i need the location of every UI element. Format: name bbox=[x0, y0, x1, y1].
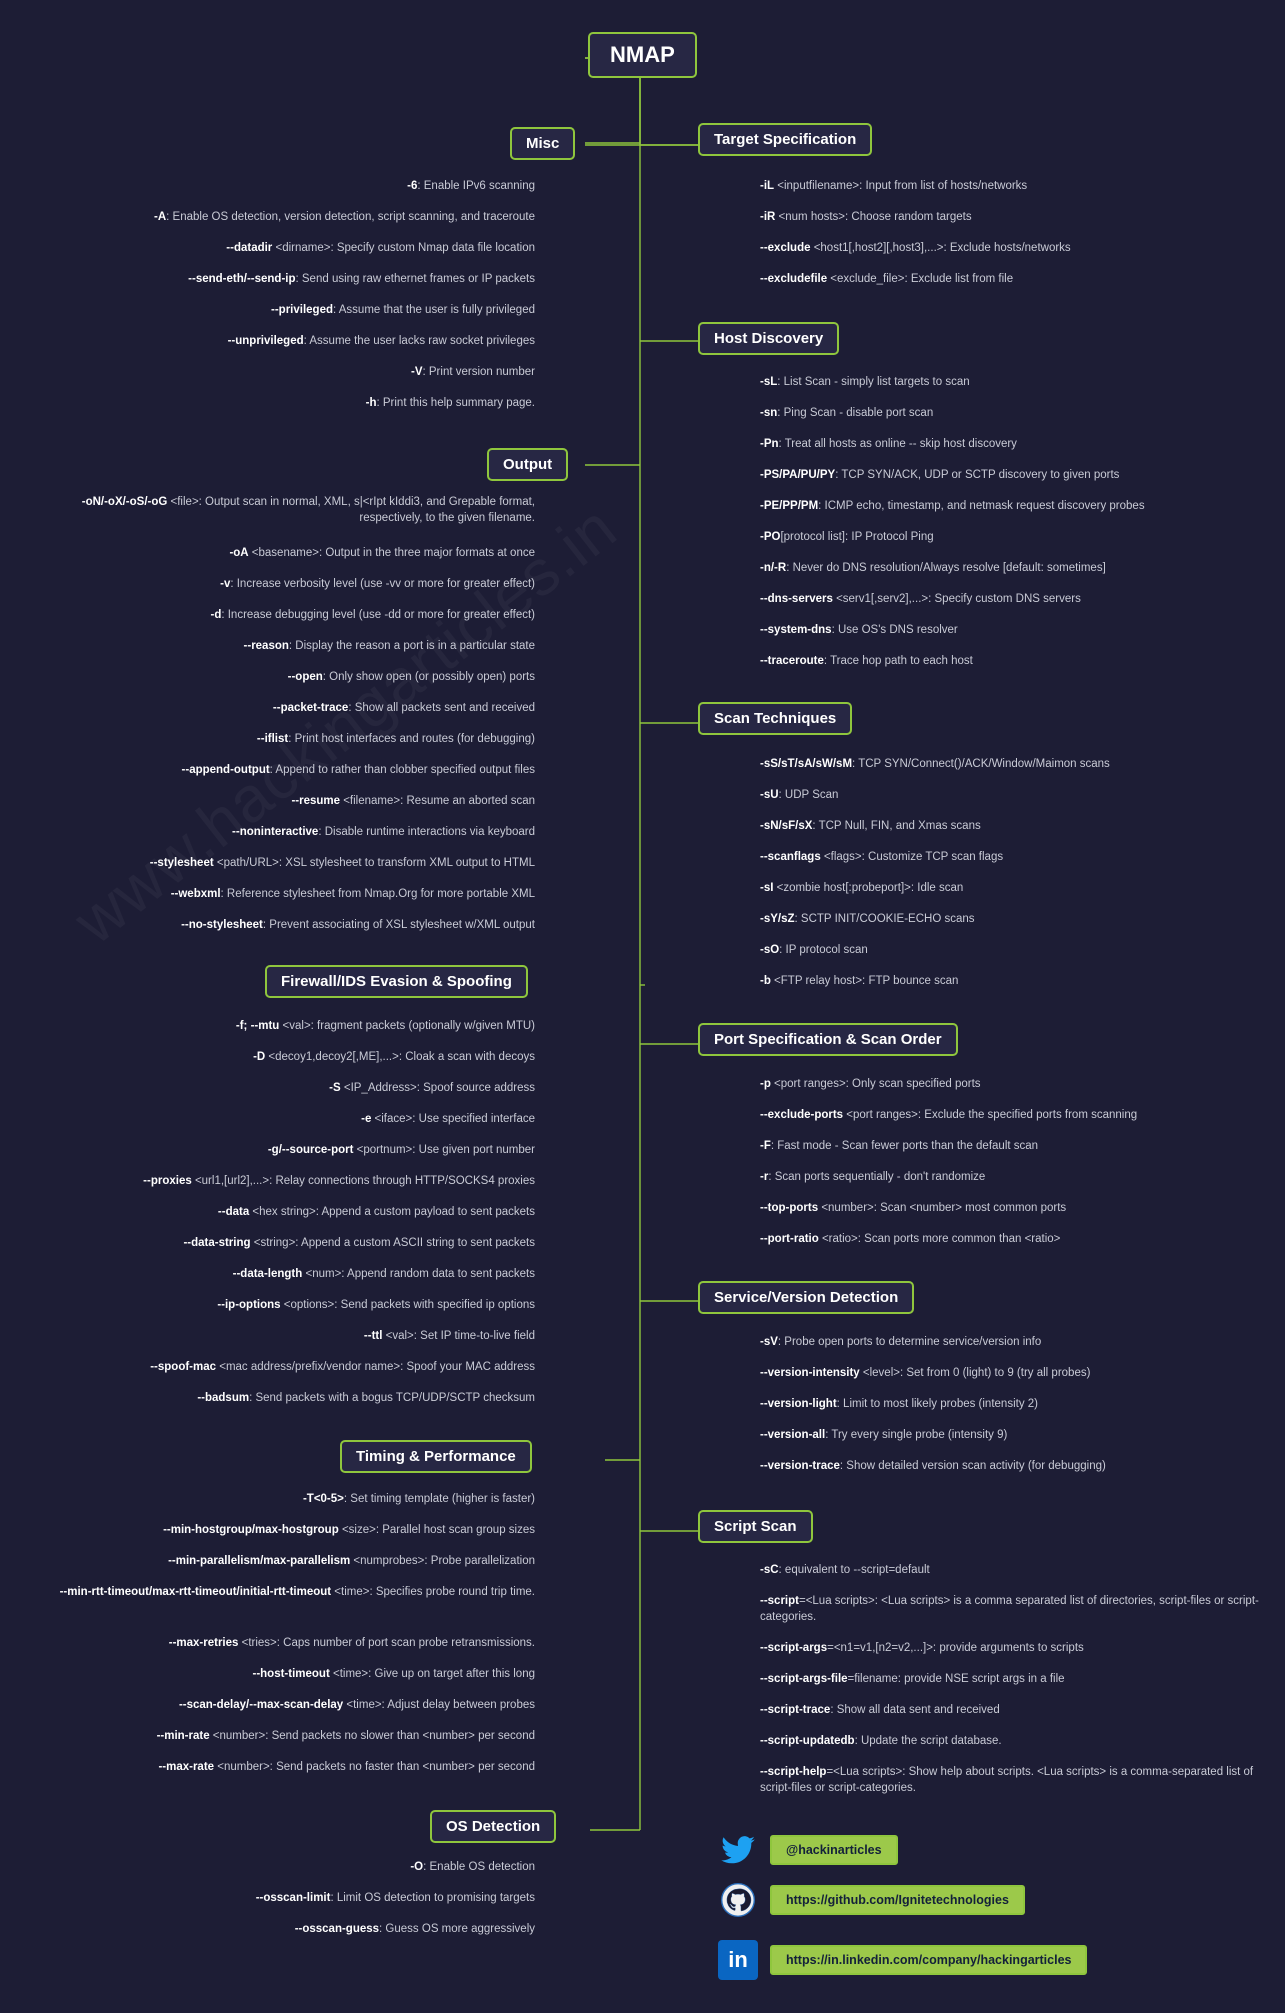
leaf-desc: : Guess OS more aggressively bbox=[379, 1923, 535, 1935]
leaf-flag: --min-rtt-timeout/max-rtt-timeout/initial-rtt-timeout bbox=[59, 1586, 332, 1598]
node-scan-techniques[interactable] bbox=[698, 702, 852, 735]
leaf-desc: : Display the reason a port is in a particular state bbox=[288, 640, 535, 652]
leaf-flag: -b bbox=[760, 975, 771, 987]
leaf-desc: : Try every single probe (intensity 9) bbox=[825, 1429, 1008, 1441]
leaf-flag: -sL bbox=[760, 376, 778, 388]
leaf-servicedetection-0 bbox=[760, 1335, 1260, 1351]
node-host-discovery[interactable] bbox=[698, 322, 839, 355]
leaf-flag: -T<0-5> bbox=[302, 1493, 344, 1505]
node-target-specification-label: Target Specification bbox=[714, 131, 857, 148]
leaf-scriptscan-3 bbox=[760, 1672, 1265, 1688]
leaf-flag: --top-ports bbox=[760, 1202, 819, 1214]
leaf-firewall-8 bbox=[140, 1267, 535, 1283]
leaf-desc: <number>: Send packets no slower than <number> per second bbox=[209, 1730, 535, 1742]
leaf-desc: <val>: fragment packets (optionally w/given MTU) bbox=[279, 1020, 535, 1032]
leaf-desc: =<Lua scripts>: Show help about scripts. <Lua scripts> is a comma-separated list of script-files or script-categories. bbox=[760, 1766, 1254, 1794]
leaf-flag: -n/-R bbox=[760, 562, 787, 574]
leaf-flag: --version-intensity bbox=[760, 1367, 860, 1379]
leaf-timing-7 bbox=[70, 1729, 535, 1745]
leaf-flag: -6 bbox=[407, 180, 418, 192]
leaf-flag: -sU bbox=[760, 789, 779, 801]
leaf-firewall-3 bbox=[230, 1112, 535, 1128]
leaf-hostdiscovery-6 bbox=[760, 561, 1270, 577]
leaf-osdetection-2 bbox=[150, 1922, 535, 1938]
leaf-flag: -sI bbox=[760, 882, 774, 894]
leaf-desc: <val>: Set IP time-to-live field bbox=[382, 1330, 535, 1342]
leaf-timing-1 bbox=[80, 1523, 535, 1539]
leaf-flag: --iflist bbox=[256, 733, 289, 745]
leaf-desc: : Probe open ports to determine service/version info bbox=[777, 1336, 1042, 1348]
leaf-desc: : Only show open (or possibly open) ports bbox=[322, 671, 535, 683]
leaf-desc: : Prevent associating of XSL stylesheet w/XML output bbox=[262, 919, 535, 931]
leaf-desc: <file>: Output scan in normal, XML, s|<rIpt kIddi3, and Grepable format, respectively, to the given filename. bbox=[167, 496, 535, 524]
leaf-flag: --max-retries bbox=[168, 1637, 239, 1649]
leaf-target-3 bbox=[760, 272, 1260, 288]
leaf-flag: --version-trace bbox=[760, 1460, 840, 1472]
leaf-flag: --stylesheet bbox=[149, 857, 214, 869]
leaf-desc: : Print this help summary page. bbox=[376, 397, 535, 409]
node-script-scan[interactable] bbox=[698, 1510, 813, 1543]
node-root[interactable] bbox=[588, 32, 697, 78]
leaf-flag: -p bbox=[760, 1078, 771, 1090]
leaf-firewall-9 bbox=[140, 1298, 535, 1314]
leaf-flag: --dns-servers bbox=[760, 593, 833, 605]
leaf-desc: : SCTP INIT/COOKIE-ECHO scans bbox=[794, 913, 975, 925]
leaf-hostdiscovery-4 bbox=[760, 499, 1270, 515]
leaf-firewall-0 bbox=[120, 1019, 535, 1035]
leaf-flag: --port-ratio bbox=[760, 1233, 819, 1245]
leaf-desc: : Limit to most likely probes (intensity 2) bbox=[836, 1398, 1038, 1410]
leaf-flag: --append-output bbox=[181, 764, 270, 776]
node-timing[interactable] bbox=[340, 1440, 532, 1473]
leaf-flag: -iL bbox=[760, 180, 775, 192]
node-misc[interactable] bbox=[510, 127, 575, 160]
leaf-flag: -PS/PA/PU/PY bbox=[760, 469, 836, 481]
leaf-flag: -oN/-oX/-oS/-oG bbox=[81, 496, 168, 508]
leaf-flag: --system-dns bbox=[760, 624, 832, 636]
leaf-flag: -F bbox=[760, 1140, 771, 1152]
leaf-flag: --scan-delay/--max-scan-delay bbox=[178, 1699, 344, 1711]
node-scan-techniques-label: Scan Techniques bbox=[714, 710, 837, 727]
leaf-flag: -sO bbox=[760, 944, 780, 956]
leaf-flag: --datadir bbox=[226, 242, 273, 254]
leaf-flag: --data-length bbox=[232, 1268, 303, 1280]
leaf-desc: [protocol list]: IP Protocol Ping bbox=[780, 531, 934, 543]
leaf-hostdiscovery-7 bbox=[760, 592, 1270, 608]
leaf-output-10 bbox=[130, 825, 535, 841]
leaf-scantechniques-0 bbox=[760, 757, 1270, 773]
leaf-desc: : Assume that the user is fully privileged bbox=[333, 304, 535, 316]
leaf-flag: --reason bbox=[243, 640, 289, 652]
leaf-output-5 bbox=[150, 670, 535, 686]
leaf-flag: -V bbox=[411, 366, 423, 378]
leaf-misc-5 bbox=[120, 334, 535, 350]
leaf-firewall-1 bbox=[120, 1050, 535, 1066]
leaf-flag: -sC bbox=[760, 1564, 779, 1576]
leaf-timing-6 bbox=[110, 1698, 535, 1714]
leaf-desc: <port ranges>: Exclude the specified ports from scanning bbox=[843, 1109, 1138, 1121]
leaf-servicedetection-1 bbox=[760, 1366, 1270, 1382]
leaf-scriptscan-0 bbox=[760, 1563, 1260, 1579]
leaf-desc: : Update the script database. bbox=[854, 1735, 1002, 1747]
leaf-firewall-7 bbox=[90, 1236, 535, 1252]
node-firewall-label: Firewall/IDS Evasion & Spoofing bbox=[281, 973, 512, 990]
leaf-desc: : Scan ports sequentially - don't randomize bbox=[768, 1171, 986, 1183]
leaf-desc: <port ranges>: Only scan specified ports bbox=[770, 1078, 981, 1090]
leaf-output-8 bbox=[90, 763, 535, 779]
leaf-flag: --script-help bbox=[760, 1766, 827, 1778]
leaf-portspec-0 bbox=[760, 1077, 1260, 1093]
leaf-scantechniques-5 bbox=[760, 912, 1260, 928]
leaf-scriptscan-4 bbox=[760, 1703, 1265, 1719]
leaf-scriptscan-5 bbox=[760, 1734, 1265, 1750]
leaf-flag: -r bbox=[760, 1171, 769, 1183]
leaf-flag: -sV bbox=[760, 1336, 778, 1348]
leaf-servicedetection-2 bbox=[760, 1397, 1260, 1413]
leaf-desc: : Ping Scan - disable port scan bbox=[777, 407, 934, 419]
leaf-output-9 bbox=[150, 794, 535, 810]
leaf-flag: -oA bbox=[229, 547, 249, 559]
leaf-flag: -Pn bbox=[760, 438, 779, 450]
leaf-desc: : Use OS's DNS resolver bbox=[831, 624, 958, 636]
leaf-timing-5 bbox=[150, 1667, 535, 1683]
leaf-desc: <string>: Append a custom ASCII string to sent packets bbox=[250, 1237, 535, 1249]
leaf-desc: =<n1=v1,[n2=v2,...]>: provide arguments to scripts bbox=[827, 1642, 1084, 1654]
github-icon bbox=[718, 1880, 758, 1920]
leaf-flag: -A bbox=[154, 211, 167, 223]
leaf-flag: -iR bbox=[760, 211, 776, 223]
leaf-flag: --script-updatedb bbox=[760, 1735, 855, 1747]
leaf-flag: --webxml bbox=[170, 888, 221, 900]
node-output[interactable] bbox=[487, 448, 568, 481]
leaf-firewall-5 bbox=[70, 1174, 535, 1190]
leaf-desc: : Show all packets sent and received bbox=[348, 702, 535, 714]
leaf-scantechniques-3 bbox=[760, 850, 1260, 866]
leaf-portspec-2 bbox=[760, 1139, 1260, 1155]
leaf-scantechniques-7 bbox=[760, 974, 1260, 990]
leaf-scantechniques-2 bbox=[760, 819, 1260, 835]
leaf-portspec-5 bbox=[760, 1232, 1260, 1248]
leaf-desc: <number>: Send packets no faster than <number> per second bbox=[214, 1761, 535, 1773]
leaf-servicedetection-4 bbox=[760, 1459, 1270, 1475]
leaf-flag: -v bbox=[220, 578, 231, 590]
leaf-misc-2 bbox=[60, 241, 535, 257]
leaf-desc: : List Scan - simply list targets to scan bbox=[777, 376, 970, 388]
leaf-desc: : Limit OS detection to promising targets bbox=[330, 1892, 535, 1904]
leaf-flag: --open bbox=[287, 671, 323, 683]
leaf-flag: --osscan-guess bbox=[294, 1923, 380, 1935]
leaf-flag: --min-parallelism/max-parallelism bbox=[168, 1555, 351, 1567]
leaf-output-1 bbox=[110, 546, 535, 562]
leaf-flag: -d bbox=[210, 609, 222, 621]
leaf-desc: : equivalent to --script=default bbox=[778, 1564, 930, 1576]
leaf-desc: <mac address/prefix/vendor name>: Spoof your MAC address bbox=[216, 1361, 535, 1373]
leaf-desc: <num hosts>: Choose random targets bbox=[775, 211, 972, 223]
leaf-desc: =<Lua scripts>: <Lua scripts> is a comma separated list of directories, script-files or script-categories. bbox=[760, 1595, 1259, 1623]
leaf-desc: : Trace hop path to each host bbox=[823, 655, 973, 667]
leaf-flag: --send-eth/--send-ip bbox=[188, 273, 296, 285]
node-root-label: NMAP bbox=[610, 42, 675, 67]
leaf-flag: --exclude bbox=[760, 242, 811, 254]
node-port-specification-label: Port Specification & Scan Order bbox=[714, 1031, 942, 1048]
leaf-flag: --exclude-ports bbox=[760, 1109, 844, 1121]
leaf-flag: -sN/sF/sX bbox=[760, 820, 813, 832]
leaf-desc: : Print version number bbox=[422, 366, 535, 378]
leaf-portspec-3 bbox=[760, 1170, 1260, 1186]
leaf-flag: -PO bbox=[760, 531, 781, 543]
leaf-hostdiscovery-9 bbox=[760, 654, 1260, 670]
leaf-scriptscan-6 bbox=[760, 1765, 1265, 1796]
leaf-flag: --max-rate bbox=[158, 1761, 215, 1773]
node-output-label: Output bbox=[503, 456, 553, 473]
leaf-flag: --privileged bbox=[271, 304, 333, 316]
leaf-desc: <size>: Parallel host scan group sizes bbox=[338, 1524, 535, 1536]
leaf-desc: <serv1[,serv2],...>: Specify custom DNS servers bbox=[832, 593, 1081, 605]
leaf-desc: <dirname>: Specify custom Nmap data file location bbox=[272, 242, 535, 254]
leaf-desc: <url1,[url2],...>: Relay connections through HTTP/SOCKS4 proxies bbox=[191, 1175, 535, 1187]
leaf-desc: : Disable runtime interactions via keyboard bbox=[318, 826, 535, 838]
leaf-timing-4 bbox=[100, 1636, 535, 1652]
leaf-desc: : Show all data sent and received bbox=[830, 1704, 1000, 1716]
leaf-flag: -sY/sZ bbox=[760, 913, 795, 925]
leaf-target-2 bbox=[760, 241, 1280, 257]
leaf-timing-3 bbox=[20, 1585, 535, 1601]
leaf-desc: <inputfilename>: Input from list of hosts/networks bbox=[774, 180, 1028, 192]
leaf-desc: <zombie host[:probeport]>: Idle scan bbox=[773, 882, 964, 894]
leaf-firewall-12 bbox=[120, 1391, 535, 1407]
leaf-desc: : IP protocol scan bbox=[779, 944, 868, 956]
leaf-flag: --version-all bbox=[760, 1429, 826, 1441]
leaf-desc: : Never do DNS resolution/Always resolve [default: sometimes] bbox=[786, 562, 1106, 574]
leaf-flag: --packet-trace bbox=[272, 702, 349, 714]
leaf-flag: --resume bbox=[291, 795, 341, 807]
leaf-flag: --spoof-mac bbox=[150, 1361, 217, 1373]
leaf-flag: -f; --mtu bbox=[235, 1020, 280, 1032]
leaf-misc-0 bbox=[120, 179, 535, 195]
leaf-misc-1 bbox=[30, 210, 535, 226]
leaf-flag: --ttl bbox=[363, 1330, 383, 1342]
linkedin-icon: in bbox=[718, 1940, 758, 1980]
leaf-target-0 bbox=[760, 179, 1260, 195]
leaf-portspec-4 bbox=[760, 1201, 1260, 1217]
leaf-firewall-4 bbox=[140, 1143, 535, 1159]
leaf-hostdiscovery-5 bbox=[760, 530, 1260, 546]
leaf-servicedetection-3 bbox=[760, 1428, 1260, 1444]
leaf-misc-3 bbox=[60, 272, 535, 288]
leaf-timing-8 bbox=[70, 1760, 535, 1776]
leaf-flag: -e bbox=[361, 1113, 372, 1125]
leaf-desc: : Send packets with a bogus TCP/UDP/SCTP checksum bbox=[249, 1392, 535, 1404]
leaf-desc: <filename>: Resume an aborted scan bbox=[340, 795, 535, 807]
leaf-desc: : Send using raw ethernet frames or IP packets bbox=[295, 273, 535, 285]
leaf-firewall-11 bbox=[60, 1360, 535, 1376]
leaf-desc: <options>: Send packets with specified ip options bbox=[280, 1299, 535, 1311]
leaf-hostdiscovery-8 bbox=[760, 623, 1260, 639]
leaf-flag: -sS/sT/sA/sW/sM bbox=[760, 758, 853, 770]
leaf-firewall-2 bbox=[200, 1081, 535, 1097]
leaf-flag: -g/--source-port bbox=[267, 1144, 354, 1156]
leaf-scantechniques-4 bbox=[760, 881, 1260, 897]
node-service-version-detection[interactable] bbox=[698, 1281, 914, 1314]
leaf-osdetection-0 bbox=[180, 1860, 535, 1876]
leaf-desc: <iface>: Use specified interface bbox=[371, 1113, 535, 1125]
leaf-flag: --script-trace bbox=[760, 1704, 831, 1716]
leaf-flag: --min-rate bbox=[156, 1730, 210, 1742]
node-firewall[interactable] bbox=[265, 965, 528, 998]
leaf-desc: : Treat all hosts as online -- skip host discovery bbox=[778, 438, 1017, 450]
node-host-discovery-label: Host Discovery bbox=[714, 330, 824, 347]
leaf-desc: <time>: Adjust delay between probes bbox=[343, 1699, 535, 1711]
node-port-specification[interactable] bbox=[698, 1023, 958, 1056]
leaf-desc: <IP_Address>: Spoof source address bbox=[340, 1082, 535, 1094]
node-target-specification[interactable] bbox=[698, 123, 872, 156]
leaf-flag: --scanflags bbox=[760, 851, 821, 863]
leaf-output-0 bbox=[20, 495, 535, 526]
leaf-flag: --data bbox=[217, 1206, 250, 1218]
leaf-osdetection-1 bbox=[140, 1891, 535, 1907]
leaf-output-11 bbox=[60, 856, 535, 872]
twitter-handle-label[interactable]: @hackinarticles bbox=[770, 1835, 898, 1865]
leaf-desc: : ICMP echo, timestamp, and netmask request discovery probes bbox=[818, 500, 1145, 512]
leaf-hostdiscovery-1 bbox=[760, 406, 1260, 422]
leaf-hostdiscovery-0 bbox=[760, 375, 1260, 391]
leaf-flag: --script-args-file bbox=[760, 1673, 848, 1685]
leaf-desc: : Enable OS detection bbox=[423, 1861, 535, 1873]
linkedin-url-label[interactable]: https://in.linkedin.com/company/hackingarticles bbox=[770, 1945, 1087, 1975]
social-linkedin[interactable] bbox=[718, 1940, 1087, 1980]
leaf-desc: : Append to rather than clobber specified output files bbox=[269, 764, 535, 776]
social-twitter[interactable] bbox=[718, 1830, 898, 1870]
node-os-detection[interactable] bbox=[430, 1810, 556, 1843]
leaf-desc: <exclude_file>: Exclude list from file bbox=[827, 273, 1014, 285]
leaf-desc: : Enable OS detection, version detection, script scanning, and traceroute bbox=[166, 211, 535, 223]
leaf-misc-6 bbox=[250, 365, 535, 381]
node-misc-label: Misc bbox=[526, 135, 560, 152]
leaf-flag: -PE/PP/PM bbox=[760, 500, 819, 512]
leaf-desc: <flags>: Customize TCP scan flags bbox=[820, 851, 1004, 863]
leaf-desc: <time>: Give up on target after this long bbox=[329, 1668, 535, 1680]
leaf-output-13 bbox=[90, 918, 535, 934]
leaf-desc: : Reference stylesheet from Nmap.Org for more portable XML bbox=[220, 888, 535, 900]
leaf-flag: --script bbox=[760, 1595, 799, 1607]
leaf-scriptscan-1 bbox=[760, 1594, 1265, 1625]
leaf-flag: --badsum bbox=[197, 1392, 250, 1404]
github-url-label[interactable]: https://github.com/Ignitetechnologies bbox=[770, 1885, 1025, 1915]
leaf-scriptscan-2 bbox=[760, 1641, 1265, 1657]
leaf-desc: : Increase debugging level (use -dd or more for greater effect) bbox=[221, 609, 535, 621]
leaf-flag: --min-hostgroup/max-hostgroup bbox=[163, 1524, 339, 1536]
leaf-timing-0 bbox=[180, 1492, 535, 1508]
leaf-desc: =filename: provide NSE script args in a file bbox=[847, 1673, 1065, 1685]
leaf-target-1 bbox=[760, 210, 1260, 226]
leaf-desc: : Enable IPv6 scanning bbox=[417, 180, 535, 192]
leaf-misc-7 bbox=[250, 396, 535, 412]
node-service-version-detection-label: Service/Version Detection bbox=[714, 1289, 899, 1306]
leaf-desc: <basename>: Output in the three major formats at once bbox=[248, 547, 535, 559]
leaf-flag: -S bbox=[329, 1082, 341, 1094]
leaf-desc: : TCP SYN/Connect()/ACK/Window/Maimon scans bbox=[852, 758, 1110, 770]
leaf-desc: <host1[,host2][,host3],...>: Exclude hosts/networks bbox=[810, 242, 1071, 254]
leaf-desc: <number>: Scan <number> most common ports bbox=[818, 1202, 1067, 1214]
leaf-desc: : Print host interfaces and routes (for debugging) bbox=[288, 733, 535, 745]
leaf-portspec-1 bbox=[760, 1108, 1280, 1124]
node-script-scan-label: Script Scan bbox=[714, 1518, 797, 1535]
social-github[interactable] bbox=[718, 1880, 1025, 1920]
leaf-desc: <level>: Set from 0 (light) to 9 (try all probes) bbox=[859, 1367, 1091, 1379]
leaf-flag: --no-stylesheet bbox=[181, 919, 263, 931]
leaf-desc: <num>: Append random data to sent packets bbox=[302, 1268, 535, 1280]
leaf-desc: <decoy1,decoy2[,ME],...>: Cloak a scan with decoys bbox=[265, 1051, 535, 1063]
leaf-desc: : TCP Null, FIN, and Xmas scans bbox=[812, 820, 981, 832]
leaf-desc: <FTP relay host>: FTP bounce scan bbox=[770, 975, 959, 987]
leaf-firewall-6 bbox=[110, 1205, 535, 1221]
leaf-output-2 bbox=[110, 577, 535, 593]
leaf-flag: --unprivileged bbox=[227, 335, 304, 347]
leaf-flag: -O bbox=[410, 1861, 424, 1873]
leaf-flag: -h bbox=[365, 397, 377, 409]
leaf-output-3 bbox=[110, 608, 535, 624]
leaf-firewall-10 bbox=[230, 1329, 535, 1345]
leaf-flag: --traceroute bbox=[760, 655, 824, 667]
leaf-flag: --excludefile bbox=[760, 273, 828, 285]
leaf-output-12 bbox=[90, 887, 535, 903]
leaf-flag: --version-light bbox=[760, 1398, 837, 1410]
leaf-output-7 bbox=[150, 732, 535, 748]
leaf-flag: --host-timeout bbox=[252, 1668, 330, 1680]
leaf-desc: <path/URL>: XSL stylesheet to transform XML output to HTML bbox=[213, 857, 535, 869]
node-timing-label: Timing & Performance bbox=[356, 1448, 516, 1465]
leaf-desc: : Show detailed version scan activity (for debugging) bbox=[839, 1460, 1106, 1472]
leaf-desc: : Set timing template (higher is faster) bbox=[343, 1493, 535, 1505]
leaf-misc-4 bbox=[120, 303, 535, 319]
leaf-flag: --proxies bbox=[143, 1175, 192, 1187]
twitter-icon bbox=[718, 1830, 758, 1870]
leaf-desc: <time>: Specifies probe round trip time. bbox=[331, 1586, 535, 1598]
leaf-timing-2 bbox=[70, 1554, 535, 1570]
leaf-desc: : Increase verbosity level (use -vv or more for greater effect) bbox=[230, 578, 535, 590]
leaf-desc: <numprobes>: Probe parallelization bbox=[350, 1555, 535, 1567]
leaf-scantechniques-6 bbox=[760, 943, 1260, 959]
leaf-flag: --data-string bbox=[183, 1237, 251, 1249]
leaf-desc: <hex string>: Append a custom payload to sent packets bbox=[249, 1206, 535, 1218]
leaf-output-4 bbox=[110, 639, 535, 655]
leaf-scantechniques-1 bbox=[760, 788, 1260, 804]
leaf-hostdiscovery-2 bbox=[760, 437, 1260, 453]
leaf-desc: <tries>: Caps number of port scan probe retransmissions. bbox=[238, 1637, 535, 1649]
node-os-detection-label: OS Detection bbox=[446, 1818, 541, 1835]
leaf-hostdiscovery-3 bbox=[760, 468, 1270, 484]
leaf-desc: : Assume the user lacks raw socket privileges bbox=[303, 335, 535, 347]
leaf-output-6 bbox=[150, 701, 535, 717]
leaf-desc: <ratio>: Scan ports more common than <ratio> bbox=[818, 1233, 1061, 1245]
leaf-flag: --noninteractive bbox=[232, 826, 319, 838]
leaf-desc: <portnum>: Use given port number bbox=[353, 1144, 535, 1156]
leaf-desc: : TCP SYN/ACK, UDP or SCTP discovery to given ports bbox=[835, 469, 1120, 481]
leaf-desc: : Fast mode - Scan fewer ports than the default scan bbox=[770, 1140, 1039, 1152]
leaf-flag: -sn bbox=[760, 407, 778, 419]
leaf-flag: -D bbox=[253, 1051, 266, 1063]
leaf-flag: --ip-options bbox=[217, 1299, 281, 1311]
leaf-flag: --osscan-limit bbox=[255, 1892, 331, 1904]
leaf-desc: : UDP Scan bbox=[778, 789, 839, 801]
leaf-flag: --script-args bbox=[760, 1642, 828, 1654]
